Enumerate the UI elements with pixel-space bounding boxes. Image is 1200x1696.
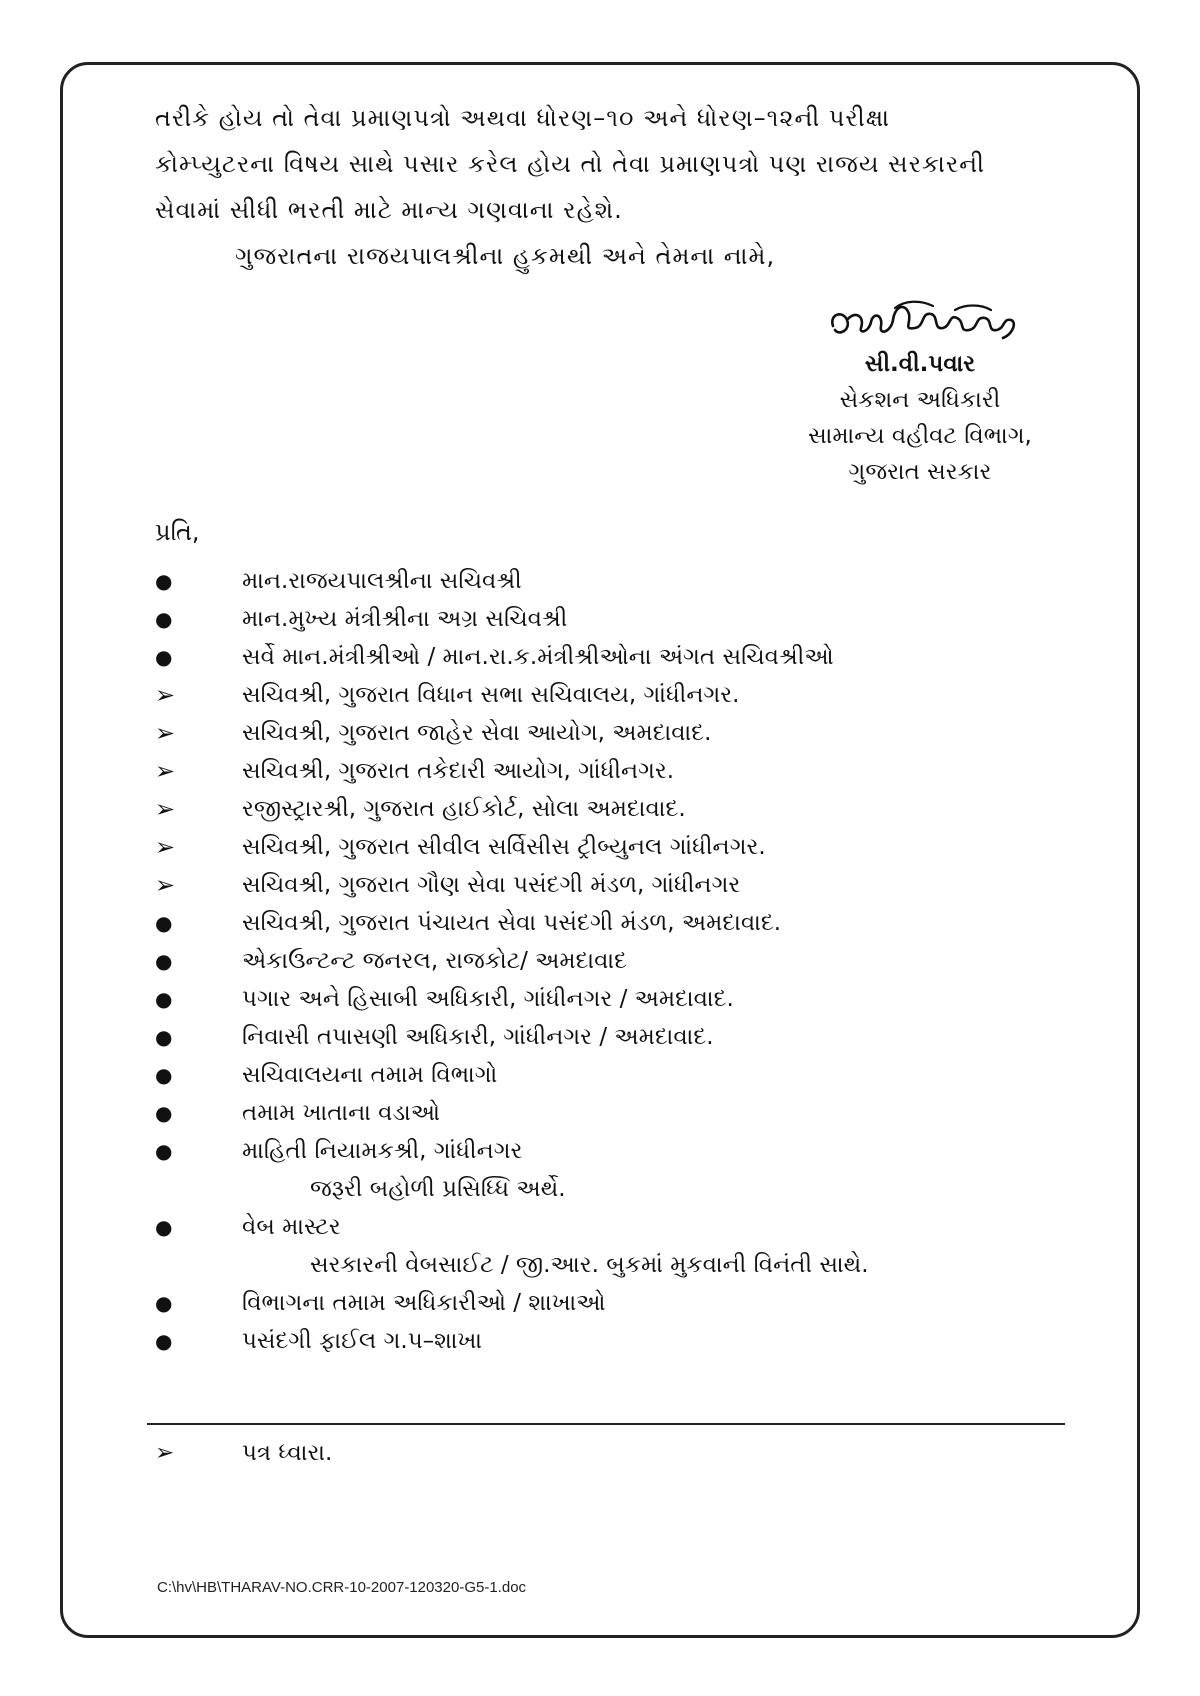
arrow-icon: ➢ <box>155 833 176 861</box>
signatory-block <box>770 346 1070 490</box>
signatory-designation: સેકશન અધિકારી <box>839 387 1001 413</box>
list-item <box>155 904 1095 942</box>
bullet-icon: ● <box>155 1291 173 1315</box>
bullet-icon: ● <box>155 1101 173 1125</box>
list-item-subtext: જરૂરી બહોળી પ્રસિધ્ધિ અર્થે. <box>310 1176 566 1202</box>
list-item <box>155 1208 1095 1284</box>
signatory-government: ગુજરાત સરકાર <box>848 459 992 485</box>
footer-text: પત્ર ધ્વારા. <box>242 1440 333 1466</box>
list-item-text: સચિવશ્રી, ગુજરાત જાહેર સેવા આયોગ, અમદાવાદ. <box>242 720 712 746</box>
file-path: C:\hv\HB\THARAV-NO.CRR-10-2007-120320-G5-1.doc <box>157 1579 527 1596</box>
bullet-icon: ● <box>155 569 173 593</box>
body-line-1: તરીકે હોય તો તેવા પ્રમાણપત્રો અથવા ધોરણ–૧૦ અને ધોરણ–૧૨ની પરીક્ષા <box>155 104 891 132</box>
divider <box>147 1423 1065 1425</box>
body-line-2: કોમ્પ્યુટરના વિષય સાથે પસાર કરેલ હોય તો તેવા પ્રમાણપત્રો પણ રાજય સરકારની <box>155 150 985 178</box>
arrow-icon: ➢ <box>155 681 176 709</box>
list-item <box>155 562 1095 600</box>
list-item-text: સચિવશ્રી, ગુજરાત પંચાયત સેવા પસંદગી મંડળ, અમદાવાદ. <box>242 910 782 936</box>
bullet-icon: ● <box>155 987 173 1011</box>
list-item <box>155 714 1095 752</box>
list-item <box>155 942 1095 980</box>
list-item-text: રજીસ્ટ્રારશ્રી, ગુજરાત હાઈકોર્ટ, સોલા અમદાવાદ. <box>242 796 686 822</box>
list-item <box>155 1132 1095 1208</box>
list-item <box>155 828 1095 866</box>
body-line-4: ગુજરાતના રાજયપાલશ્રીના હુકમથી અને તેમના નામે, <box>235 242 776 270</box>
list-item <box>155 1056 1095 1094</box>
list-item-text: સચિવશ્રી, ગુજરાત વિધાન સભા સચિવાલય, ગાંધીનગર. <box>242 682 740 708</box>
arrow-icon: ➢ <box>155 719 176 747</box>
list-item-text: નિવાસી તપાસણી અધિકારી, ગાંધીનગર / અમદાવાદ. <box>242 1024 714 1050</box>
list-item <box>155 1322 1095 1360</box>
list-item <box>155 790 1095 828</box>
list-item-text: પસંદગી ફાઈલ ગ.પ–શાખા <box>242 1328 483 1354</box>
list-item-text: સચિવશ્રી, ગુજરાત ગૌણ સેવા પસંદગી મંડળ, ગાંધીનગર <box>242 872 741 898</box>
list-item <box>155 1284 1095 1322</box>
bullet-icon: ● <box>155 949 173 973</box>
signatory-name: સી.વી.પવાર <box>864 351 976 377</box>
list-item <box>155 980 1095 1018</box>
footer-note <box>155 1440 332 1466</box>
list-item <box>155 676 1095 714</box>
list-item-text: એકાઉન્ટન્ટ જનરલ, રાજકોટ/ અમદાવાદ <box>242 948 627 974</box>
list-item-text: માહિતી નિયામકશ્રી, ગાંધીનગર <box>242 1138 523 1164</box>
bullet-icon: ● <box>155 645 173 669</box>
list-item-text: સચિવશ્રી, ગુજરાત સીવીલ સર્વિસીસ ટ્રીબ્યુનલ ગાંધીનગર. <box>242 834 766 860</box>
bullet-icon: ● <box>155 607 173 631</box>
list-item <box>155 1018 1095 1056</box>
list-item-text: સચિવાલયના તમામ વિભાગો <box>242 1062 498 1088</box>
list-item-text: સર્વે માન.મંત્રીશ્રીઓ / માન.રા.ક.મંત્રીશ્રીઓના અંગત સચિવશ્રીઓ <box>242 644 834 670</box>
bullet-icon: ● <box>155 1139 173 1163</box>
arrow-icon: ➢ <box>155 795 176 823</box>
list-item-text: માન.રાજયપાલશ્રીના સચિવશ્રી <box>242 568 522 594</box>
list-item-text: માન.મુખ્ય મંત્રીશ્રીના અગ્ર સચિવશ્રી <box>242 606 568 632</box>
list-item-text: સચિવશ્રી, ગુજરાત તકેદારી આયોગ, ગાંધીનગર. <box>242 758 675 784</box>
bullet-icon: ● <box>155 1215 173 1239</box>
distribution-list <box>155 562 1095 1360</box>
list-item-text: તમામ ખાતાના વડાઓ <box>242 1100 441 1126</box>
list-item <box>155 866 1095 904</box>
bullet-icon: ● <box>155 1063 173 1087</box>
body-text <box>155 100 1065 274</box>
list-item <box>155 1094 1095 1132</box>
bullet-icon: ● <box>155 1025 173 1049</box>
bullet-icon: ● <box>155 911 173 935</box>
list-item <box>155 752 1095 790</box>
body-line-3: સેવામાં સીધી ભરતી માટે માન્ય ગણવાના રહેશે. <box>155 196 623 224</box>
list-item <box>155 638 1095 676</box>
list-item-text: વેબ માસ્ટર <box>242 1214 341 1240</box>
handwritten-signature <box>825 296 1025 348</box>
arrow-icon: ➢ <box>155 757 176 785</box>
list-item-subtext: સરકારની વેબસાઈટ / જી.આર. બુકમાં મુકવાની વિનંતી સાથે. <box>310 1252 869 1278</box>
bullet-icon: ● <box>155 1329 173 1353</box>
signatory-department: સામાન્ય વહીવટ વિભાગ, <box>808 423 1032 449</box>
list-item <box>155 600 1095 638</box>
distribution-heading: પ્રતિ, <box>155 518 200 546</box>
list-item-text: વિભાગના તમામ અધિકારીઓ / શાખાઓ <box>242 1290 606 1316</box>
list-item-text: પગાર અને હિસાબી અધિકારી, ગાંધીનગર / અમદાવાદ. <box>242 986 734 1012</box>
arrow-icon: ➢ <box>155 871 176 899</box>
arrow-icon: ➢ <box>155 1440 175 1466</box>
